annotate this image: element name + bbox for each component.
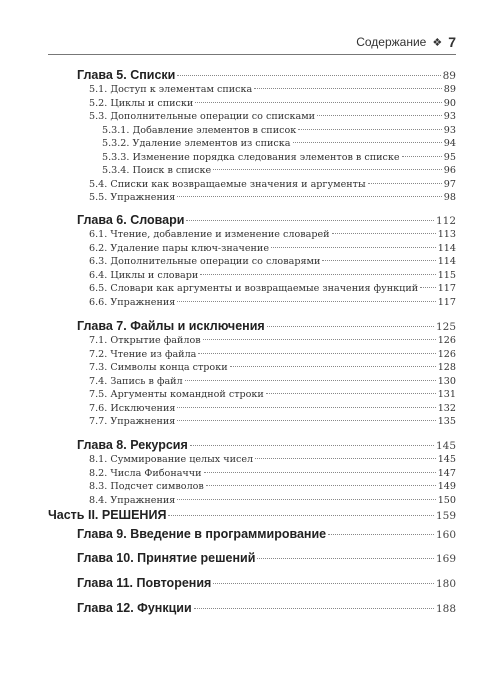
dot-leader [266, 393, 436, 394]
toc-entry-title: 5.3.2. Удаление элементов из списка [102, 138, 291, 149]
toc-entry-title: 7.2. Чтение из файла [89, 349, 197, 360]
toc-entry-page: 169 [435, 553, 456, 565]
toc-section-entry[interactable] [89, 376, 456, 387]
toc-entry-title: 5.2. Циклы и списки [89, 98, 194, 109]
toc-entry-page: 94 [443, 138, 456, 149]
toc-section-entry[interactable] [89, 349, 456, 360]
dot-leader [254, 88, 442, 89]
dot-leader [206, 485, 436, 486]
toc-entry-title: 6.4. Циклы и словари [89, 270, 199, 281]
toc-entry-page: 145 [435, 440, 456, 452]
toc-chapter-entry[interactable] [77, 527, 456, 541]
toc-entry-title: 6.5. Словари как аргументы и возвращаемые значения функций [89, 283, 419, 294]
toc-entry-page: 112 [435, 215, 456, 227]
toc-entry-title: Часть II. РЕШЕНИЯ [48, 508, 167, 522]
dot-leader [177, 75, 440, 76]
toc-entry-page: 130 [437, 376, 456, 387]
toc-entry-page: 114 [437, 243, 456, 254]
dot-leader [255, 458, 436, 459]
toc-section-entry[interactable] [102, 152, 456, 163]
dot-leader [271, 247, 436, 248]
dot-leader [230, 366, 436, 367]
toc-entry-title: 8.4. Упражнения [89, 495, 176, 506]
toc-entry-page: 128 [437, 362, 456, 373]
toc-entry-title: 5.3.3. Изменение порядка следования элементов в списке [102, 152, 400, 163]
dot-leader [177, 407, 435, 408]
toc-entry-page: 96 [443, 165, 456, 176]
toc-entry-page: 115 [437, 270, 456, 281]
toc-chapter-entry[interactable] [77, 213, 456, 227]
toc-entry-title: Глава 5. Списки [77, 68, 176, 82]
toc-entry-title: Глава 9. Введение в программирование [77, 527, 327, 541]
dot-leader [177, 420, 435, 421]
toc-entry-title: Глава 6. Словари [77, 213, 185, 227]
toc-entry-page: 126 [437, 349, 456, 360]
toc-entry-title: 5.1. Доступ к элементам списка [89, 84, 253, 95]
dot-leader [420, 287, 436, 288]
toc-entry-page: 95 [443, 152, 456, 163]
toc-section-entry[interactable] [102, 138, 456, 149]
toc-entry-title: 5.5. Упражнения [89, 192, 176, 203]
toc-entry-title: 5.4. Списки как возвращаемые значения и аргументы [89, 179, 366, 190]
toc-section-entry[interactable] [102, 165, 456, 176]
toc-entry-page: 125 [435, 321, 456, 333]
toc-section-entry[interactable] [102, 125, 456, 136]
toc-entry-page: 145 [437, 454, 456, 465]
toc-entry-page: 93 [443, 111, 456, 122]
header-section-title: Содержание [356, 35, 427, 49]
toc-entry-title: 6.6. Упражнения [89, 297, 176, 308]
dot-leader [195, 102, 442, 103]
toc-entry-page: 89 [443, 84, 456, 95]
dot-leader [328, 534, 434, 535]
toc-entry-page: 188 [435, 603, 456, 615]
toc-section-entry[interactable] [89, 297, 456, 308]
toc-entry-page: 150 [437, 495, 456, 506]
toc-chapter-entry[interactable] [77, 551, 456, 565]
toc-section-entry[interactable] [89, 403, 456, 414]
dot-leader [194, 608, 434, 609]
toc-chapter-entry[interactable] [77, 319, 456, 333]
toc-entry-page: 132 [437, 403, 456, 414]
ornament-icon: ❖ [432, 36, 443, 49]
toc-entry-title: Глава 11. Повторения [77, 576, 212, 590]
toc-section-entry[interactable] [89, 111, 456, 122]
toc-chapter-entry[interactable] [77, 576, 456, 590]
toc-entry-page: 89 [442, 70, 456, 82]
toc-entry-title: Глава 7. Файлы и исключения [77, 319, 265, 333]
dot-leader [185, 380, 436, 381]
toc-section-entry[interactable] [89, 283, 456, 294]
toc-entry-page: 149 [437, 481, 456, 492]
running-header [356, 34, 456, 50]
header-page-number: 7 [448, 34, 456, 50]
dot-leader [402, 156, 442, 157]
toc-entry-page: 113 [437, 229, 456, 240]
dot-leader [200, 274, 435, 275]
toc-entry-title: 6.1. Чтение, добавление и изменение словарей [89, 229, 330, 240]
toc-chapter-entry[interactable] [77, 601, 456, 615]
toc-entry-title: 5.3.1. Добавление элементов в список [102, 125, 297, 136]
toc-entry-title: 7.3. Символы конца строки [89, 362, 228, 373]
toc-entry-title: 7.4. Запись в файл [89, 376, 183, 387]
dot-leader [213, 169, 442, 170]
toc-entry-title: Глава 12. Функции [77, 601, 192, 615]
dot-leader [257, 558, 434, 559]
dot-leader [168, 515, 434, 516]
toc-entry-page: 114 [437, 256, 456, 267]
toc-entry-title: 7.5. Аргументы командной строки [89, 389, 264, 400]
dot-leader [267, 326, 434, 327]
toc-entry-title: Глава 8. Рекурсия [77, 438, 188, 452]
dot-leader [213, 583, 434, 584]
header-rule [48, 54, 456, 55]
dot-leader [332, 233, 436, 234]
dot-leader [177, 301, 435, 302]
toc-section-entry[interactable] [89, 454, 456, 465]
dot-leader [322, 260, 435, 261]
toc-entry-page: 93 [443, 125, 456, 136]
toc-entry-title: Глава 10. Принятие решений [77, 551, 256, 565]
toc-entry-page: 131 [437, 389, 456, 400]
dot-leader [186, 220, 434, 221]
toc-entry-page: 135 [437, 416, 456, 427]
toc-section-entry[interactable] [89, 98, 456, 109]
dot-leader [190, 445, 434, 446]
toc-section-entry[interactable] [89, 270, 456, 281]
dot-leader [293, 142, 442, 143]
dot-leader [203, 339, 436, 340]
toc-entry-title: 8.1. Суммирование целых чисел [89, 454, 254, 465]
toc-entry-page: 117 [437, 297, 456, 308]
toc-part-entry[interactable] [48, 508, 456, 522]
toc-entry-page: 126 [437, 335, 456, 346]
toc-section-entry[interactable] [89, 468, 456, 479]
toc-section-entry[interactable] [89, 229, 456, 240]
dot-leader [177, 196, 441, 197]
dot-leader [198, 353, 435, 354]
toc-entry-page: 90 [443, 98, 456, 109]
toc-entry-title: 6.3. Дополнительные операции со словарями [89, 256, 321, 267]
toc-entry-page: 117 [437, 283, 456, 294]
dot-leader [204, 472, 436, 473]
toc-chapter-entry[interactable] [77, 68, 456, 82]
toc-entry-title: 8.2. Числа Фибоначчи [89, 468, 202, 479]
toc-entry-title: 7.1. Открытие файлов [89, 335, 201, 346]
toc-section-entry[interactable] [89, 84, 456, 95]
toc-entry-page: 147 [437, 468, 456, 479]
toc-entry-page: 160 [435, 529, 456, 541]
toc-section-entry[interactable] [89, 335, 456, 346]
toc-entry-title: 5.3.4. Поиск в списке [102, 165, 212, 176]
toc-section-entry[interactable] [89, 389, 456, 400]
toc-section-entry[interactable] [89, 192, 456, 203]
toc-entry-page: 180 [435, 578, 456, 590]
dot-leader [317, 115, 442, 116]
toc-chapter-entry[interactable] [77, 438, 456, 452]
toc-entry-title: 7.6. Исключения [89, 403, 176, 414]
toc-entry-page: 159 [435, 510, 456, 522]
toc-entry-page: 97 [443, 179, 456, 190]
toc-section-entry[interactable] [89, 256, 456, 267]
dot-leader [177, 499, 435, 500]
toc-entry-title: 7.7. Упражнения [89, 416, 176, 427]
toc-entry-page: 98 [443, 192, 456, 203]
toc-entry-title: 5.3. Дополнительные операции со списками [89, 111, 316, 122]
toc-entry-title: 8.3. Подсчет символов [89, 481, 204, 492]
dot-leader [298, 129, 442, 130]
dot-leader [368, 183, 442, 184]
toc-section-entry[interactable] [89, 481, 456, 492]
toc-section-entry[interactable] [89, 243, 456, 254]
toc-entry-title: 6.2. Удаление пары ключ-значение [89, 243, 270, 254]
toc-section-entry[interactable] [89, 416, 456, 427]
toc-section-entry[interactable] [89, 495, 456, 506]
toc-section-entry[interactable] [89, 362, 456, 373]
toc-section-entry[interactable] [89, 179, 456, 190]
